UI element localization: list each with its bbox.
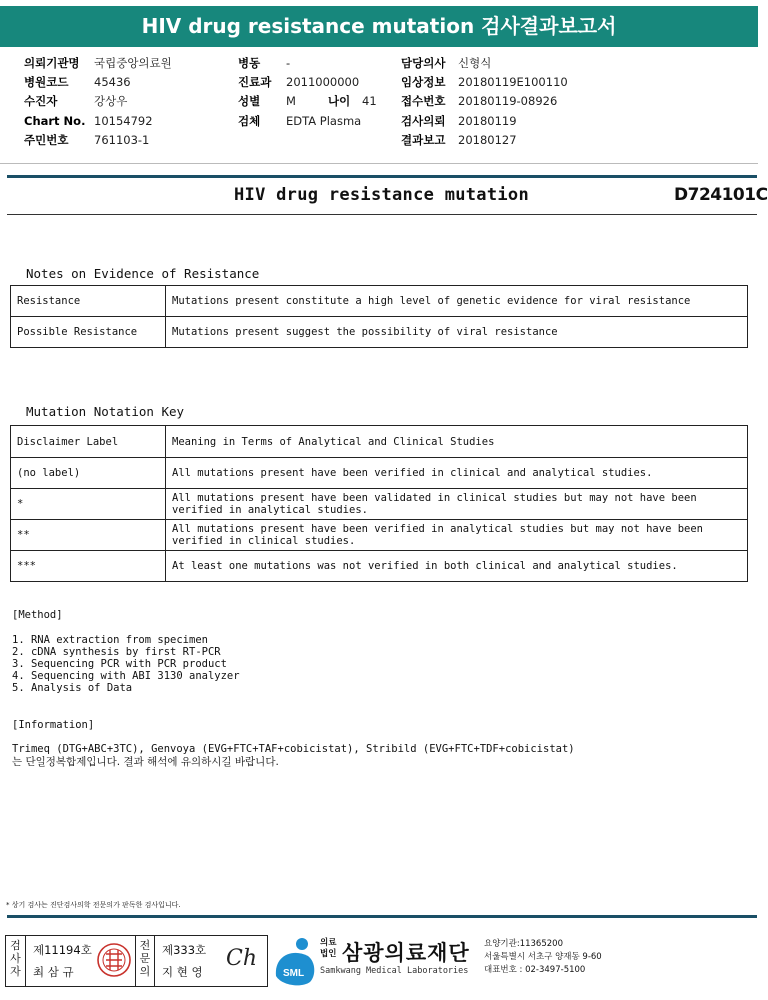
tester-seal-icon xyxy=(96,942,132,978)
information-line-1: Trimeq (DTG+ABC+3TC), Genvoya (EVG+FTC+TAF+cobicistat), Stribild (EVG+FTC+TDF+cobicistat) xyxy=(12,743,575,755)
report-top-rule xyxy=(7,175,757,178)
sml-logo-icon xyxy=(272,936,318,986)
notation-meaning: All mutations present have been verified in analytical studies but may not have been verified in clinical studies. xyxy=(166,520,748,551)
evidence-table xyxy=(10,285,748,348)
notation-label: ** xyxy=(11,520,166,551)
info-institution: 의뢰기관명 국립중앙의료원 xyxy=(24,56,172,70)
tester-label: 검 사 자 xyxy=(10,939,21,978)
sml-logo-text: SML xyxy=(283,968,305,979)
notation-heading: Mutation Notation Key xyxy=(26,404,185,419)
info-doctor: 담당의사 신형식 xyxy=(401,56,492,70)
patient-info xyxy=(0,54,758,154)
method-step-1: 1. RNA extraction from specimen xyxy=(12,634,208,646)
table-row xyxy=(11,317,748,348)
notation-label: * xyxy=(11,489,166,520)
report-subtitle-rule xyxy=(7,214,757,215)
table-row xyxy=(11,551,748,582)
evidence-heading: Notes on Evidence of Resistance xyxy=(26,266,260,281)
report-title-banner: HIV drug resistance mutation 검사결과보고서 xyxy=(0,6,758,47)
table-row xyxy=(11,458,748,489)
evidence-meaning: Mutations present suggest the possibility of viral resistance xyxy=(166,317,748,348)
signature-box xyxy=(5,935,268,987)
table-row xyxy=(11,489,748,520)
notation-header-meaning: Meaning in Terms of Analytical and Clinical Studies xyxy=(166,426,748,458)
tester-license: 제11194호 xyxy=(33,943,92,957)
information-line-2: 는 단일정복합제입니다. 결과 해석에 유의하시길 바랍니다. xyxy=(12,756,279,768)
info-specimen: 검체 EDTA Plasma xyxy=(238,114,362,128)
info-divider xyxy=(0,163,758,164)
org-details xyxy=(484,938,602,977)
information-heading: [Information] xyxy=(12,719,95,731)
evidence-meaning: Mutations present constitute a high level of genetic evidence for viral resistance xyxy=(166,286,748,317)
org-prefix: 의료 법인 xyxy=(320,938,337,959)
table-row xyxy=(11,286,748,317)
footer-rule xyxy=(7,915,757,918)
info-department: 진료과 2011000000 xyxy=(238,75,360,89)
info-receipt-no: 접수번호 20180119-08926 xyxy=(401,94,558,108)
doctor-license: 제333호 xyxy=(162,943,207,957)
info-clinical: 임상정보 20180119E100110 xyxy=(401,75,568,89)
table-row xyxy=(11,520,748,551)
info-request-date: 검사의뢰 20180119 xyxy=(401,114,517,128)
table-header-row xyxy=(11,426,748,458)
info-hospital-code: 병원코드 45436 xyxy=(24,75,131,89)
info-ward: 병동 - xyxy=(238,56,291,70)
method-step-3: 3. Sequencing PCR with PCR product xyxy=(12,658,227,670)
organization-footer xyxy=(272,934,758,990)
method-step-4: 4. Sequencing with ABI 3130 analyzer xyxy=(12,670,240,682)
evidence-label: Resistance xyxy=(11,286,166,317)
org-name: 삼광의료재단 xyxy=(342,941,470,965)
info-report-date: 결과보고 20180127 xyxy=(401,133,517,147)
notation-meaning: All mutations present have been verified in clinical and analytical studies. xyxy=(166,458,748,489)
report-subtitle: HIV drug resistance mutation xyxy=(234,185,529,205)
info-chart-no: Chart No. 10154792 xyxy=(24,114,153,128)
report-code: D724101C xyxy=(674,185,768,205)
info-patient: 수진자 강상우 xyxy=(24,94,128,108)
info-sex: 성별 M 나이 41 xyxy=(238,94,377,108)
notation-header-label: Disclaimer Label xyxy=(11,426,166,458)
notation-label: *** xyxy=(11,551,166,582)
info-resident-no: 주민번호 761103-1 xyxy=(24,133,150,147)
notation-meaning: All mutations present have been validated in clinical studies but may not have been verified in analytical studies. xyxy=(166,489,748,520)
notation-label: (no label) xyxy=(11,458,166,489)
method-step-5: 5. Analysis of Data xyxy=(12,682,133,694)
footnote: * 상기 검사는 진단검사의학 전문의가 판독한 검사입니다. xyxy=(6,901,181,909)
notation-table xyxy=(10,425,748,582)
method-heading: [Method] xyxy=(12,609,63,621)
doctor-label: 전 문 의 xyxy=(139,939,151,978)
org-address: 서울특별시 서초구 양재동 9-60 xyxy=(484,952,602,962)
org-name-en: Samkwang Medical Laboratories xyxy=(320,966,469,976)
org-code: 요양기관:11365200 xyxy=(484,939,563,949)
doctor-signature: Ch xyxy=(226,946,258,971)
org-phone: 대표번호 : 02-3497-5100 xyxy=(484,965,586,975)
tester-name: 최 삼 규 xyxy=(33,965,74,979)
evidence-label: Possible Resistance xyxy=(11,317,166,348)
doctor-name: 지 현 영 xyxy=(162,965,203,979)
method-step-2: 2. cDNA synthesis by first RT-PCR xyxy=(12,646,221,658)
doctor-label-cell xyxy=(135,936,155,986)
tester-label-cell xyxy=(6,936,26,986)
notation-meaning: At least one mutations was not verified in both clinical and analytical studies. xyxy=(166,551,748,582)
